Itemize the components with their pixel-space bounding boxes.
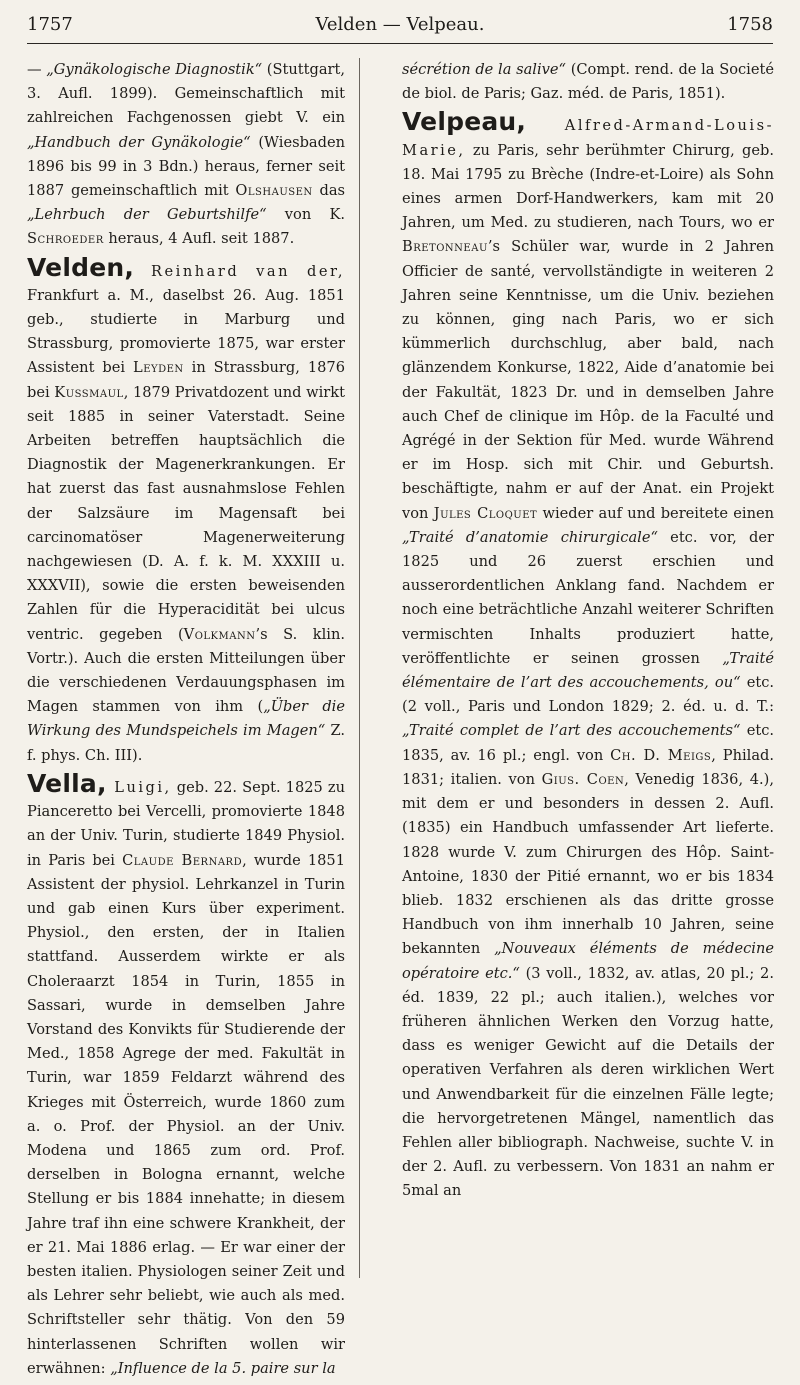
running-title: Velden — Velpeau.	[315, 14, 485, 35]
entry-velden: Velden, Reinhard van der, Frankfurt a. M., daselbst 26. Aug. 1851 geb., studierte in Marburg und Strassburg, promovierte 1875, war erster Assistent bei Leyden in Strassburg, 1876 bei Kussmaul, 1879 Privatdozent und wirkt seit 1885 in seiner Vaterstadt. Seine Arbeiten betreffen hauptsächlich die Diagnostik der Magenerkrankungen. Er hat zuerst das fast ausnahmslose Fehlen der Salzsäure im Magensaft bei carcinomatöser Magenerweiterung nachgewiesen (D. A. f. k. M. XXXIII u. XXXVII), sowie die ersten beweisenden Zahlen für die Hyperacidität bei ulcus ventric. gegeben (Volkmann’s S. klin. Vortr.). Auch die ersten Mitteilungen über die verschiedenen Verdauungsphasen im Magen stammen von ihm („Über die Wirkung des Mundspeichels im Magen“ Z. f. phys. Ch. III).	[27, 252, 345, 764]
left-column	[27, 58, 345, 1385]
entry-continuation: — „Gynäkologische Diagnostik“ (Stuttgart, 3. Aufl. 1899). Gemeinschaftlich mit zahlreichen Fachgenossen giebt V. ein „Handbuch der Gynäkologie“ (Wiesbaden 1896 bis 99 in 3 Bdn.) heraus, ferner seit 1887 gemeinschaftlich mit Olshausen das „Lehrbuch der Geburtshilfe“ von K. Schroeder heraus, 4 Aufl. seit 1887.	[27, 61, 346, 248]
headword-velden: Velden,	[27, 252, 135, 282]
headword-vella: Vella,	[27, 768, 107, 798]
column-divider	[359, 58, 360, 1278]
entry-velpeau: Velpeau, Alfred-Armand-Louis-Marie, zu Paris, sehr berühmter Chirurg, geb. 18. Mai 1795 zu Brèche (Indre-et-Loire) als Sohn eines armen Dorf-Handwerkers, kam mit 20 Jahren, um Med. zu studieren, nach Tours, wo er Bretonneau’s Schüler war, wurde in 2 Jahren Officier de santé, vervollständigte in weiteren 2 Jahren seine Kenntnisse, um die Univ. beziehen zu können, ging nach Paris, wo er sich kümmerlich durchschlug, aber bald, nach glänzendem Konkurse, 1822, Aide d’anatomie bei der Fakultät, 1823 Dr. und in demselben Jahre auch Chef de clinique im Hôp. de la Faculté und Agrégé in der Sektion für Med. wurde Während er im Hosp. sich mit Chir. und Geburtsh. beschäftigte, nahm er auf der Anat. ein Projekt von Jules Cloquet wieder auf und bereitete einen „Traité d’anatomie chirurgicale“ etc. vor, der 1825 und 26 zuerst erschien und ausserordentlichen Anklang fand. Nachdem er noch eine beträchtliche Anzahl weiterer Schriften vermischten Inhalts produziert hatte, veröffentlichte er seinen grossen „Traité élémentaire de l’art des accouchements, ou“ etc. (2 voll., Paris und London 1829; 2. éd. u. d. T.: „Traité complet de l’art des accouchements“ etc. 1835, av. 16 pl.; engl. von Ch. D. Meigs, Philad. 1831; italien. von Gius. Coen, Venedig 1836, 4.), mit dem er und besonders in dessen 2. Aufl. (1835) ein Handbuch umfassender Art lieferte. 1828 wurde V. zum Chirurgen des Hôp. Saint-Antoine, 1830 der Pitié ernannt, wo er bis 1834 blieb. 1832 erschienen als das dritte grosse Handbuch von ihm innerhalb 10 Jahren, seine bekannten „Nouveaux éléments de médecine opératoire etc.“ (3 voll., 1832, av. atlas, 20 pl.; 2. éd. 1839, 22 pl.; auch italien.), welches vor früheren ähnlichen Werken den Vorzug hatte, dass es weniger Gewicht auf die Details der operativen Verfahren als deren wirklichen Wert und Anwendbarkeit für die einzelnen Fälle legte; die hervorgetretenen Mängel, namentlich das Fehlen aller bibliograph. Nachweise, suchte V. in der 2. Aufl. zu verbessern. Von 1831 an nahm er 5mal an	[402, 107, 775, 1200]
entry-vella: Vella, Luigi, geb. 22. Sept. 1825 zu Pianceretto bei Vercelli, promovierte 1848 an der Univ. Turin, studierte 1849 Physiol. in Paris bei Claude Bernard, wurde 1851 Assistent der physiol. Lehrkanzel in Turin und gab einen Kurs über experiment. Physiol., den ersten, der in Italien stattfand. Ausserdem wirkte er als Choleraarzt 1854 in Turin, 1855 in Sassari, wurde in demselben Jahre Vorstand des Konvikts für Studierende der Med., 1858 Agrege der med. Fakultät in Turin, war 1859 Feldarzt während des Krieges mit Österreich, wurde 1860 zum a. o. Prof. der Physiol. an der Univ. Modena und 1865 zum ord. Prof. derselben in Bologna ernannt, welche Stellung er bis 1884 innehatte; in diesem Jahre traf ihn eine schwere Krankheit, der er 21. Mai 1886 erlag. — Er war einer der besten italien. Physiologen seiner Zeit und als Lehrer sehr beliebt, wie auch als med. Schriftsteller sehr thätig. Von den 59 hinterlassenen Schriften wollen wir erwähnen: „Influence de la 5. paire sur la	[27, 768, 345, 1377]
running-header	[27, 10, 773, 44]
headword-velpeau: Velpeau,	[402, 107, 527, 137]
entry-continuation-right: sécrétion de la salive“ (Compt. rend. de la Societé de biol. de Paris; Gaz. méd. de Paris, 1851).	[402, 61, 774, 103]
header-rule	[27, 43, 773, 44]
page-number-right: 1758	[727, 14, 773, 35]
page-number-left: 1757	[27, 14, 73, 35]
right-column	[402, 58, 774, 1208]
